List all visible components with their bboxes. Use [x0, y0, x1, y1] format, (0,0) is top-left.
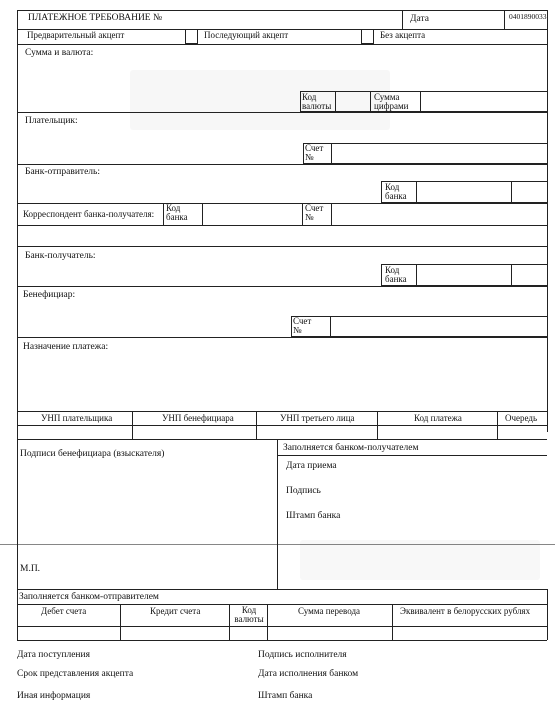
receipt-date-footer: Дата поступления	[17, 650, 90, 660]
unp-payer-label: УНП плательщика	[41, 413, 113, 423]
receiver-bank-code-label: Код банка	[385, 265, 407, 284]
rule	[17, 246, 547, 247]
rule	[17, 286, 547, 287]
rule	[402, 10, 403, 29]
rule	[17, 225, 547, 226]
bank-stamp-footer: Штамп банка	[258, 691, 313, 701]
beneficiary-account-label: Счет №	[293, 316, 312, 335]
rule	[331, 203, 332, 225]
byr-equivalent-label: Эквивалент в белорусских рублях	[400, 606, 531, 616]
rule	[202, 203, 203, 225]
receiver-bank-label: Банк-получатель:	[25, 251, 96, 261]
rule	[17, 44, 547, 45]
unp-third-party-label: УНП третьего лица	[280, 413, 355, 423]
signature-label: Подпись	[286, 486, 321, 496]
amount-digits-label: Сумма цифрами	[374, 92, 409, 111]
rule	[17, 425, 547, 426]
payment-purpose-label: Назначение платежа:	[23, 342, 109, 352]
payment-code-label: Код платежа	[414, 413, 462, 423]
rule	[547, 589, 548, 640]
payer-account-box	[303, 143, 548, 164]
sender-bank-fill-label: Заполняется банком-отправителем	[19, 592, 159, 602]
rule	[17, 164, 547, 165]
unp-beneficiary-label: УНП бенефициара	[162, 413, 234, 423]
rule	[120, 604, 121, 640]
rule	[17, 439, 547, 440]
rule	[17, 626, 547, 627]
payer-account-label: Счет №	[305, 143, 324, 162]
executor-signature-footer: Подпись исполнителя	[258, 650, 347, 660]
form-left-border	[17, 10, 18, 640]
bank-stamp-label: Штамп банка	[286, 511, 341, 521]
amount-currency-label: Сумма и валюта:	[25, 48, 94, 58]
seal-place-label: М.П.	[20, 564, 41, 574]
scan-noise	[300, 540, 540, 580]
form-title: ПЛАТЕЖНОЕ ТРЕБОВАНИЕ №	[28, 13, 163, 23]
rule	[17, 411, 547, 412]
form-code: 0401890033	[509, 12, 547, 21]
rule	[416, 181, 417, 203]
rule	[267, 604, 268, 640]
rule	[17, 604, 547, 605]
preliminary-acceptance-checkbox[interactable]	[185, 29, 198, 44]
rule	[0, 544, 555, 545]
rule	[229, 604, 230, 640]
bank-execution-date-footer: Дата исполнения банком	[258, 669, 359, 679]
other-info-footer: Иная информация	[17, 691, 91, 701]
receipt-date-label: Дата приема	[286, 461, 337, 471]
rule	[163, 203, 164, 225]
rule	[416, 264, 417, 286]
transfer-amount-label: Сумма перевода	[298, 606, 361, 616]
rule	[302, 203, 303, 225]
correspondent-label: Корреспондент банка-получателя:	[23, 209, 155, 219]
credit-account-label: Кредит счета	[150, 606, 201, 616]
rule	[335, 91, 336, 112]
rule	[17, 337, 547, 338]
rule	[331, 143, 332, 164]
payer-label: Плательщик:	[25, 116, 78, 126]
form-right-border	[547, 10, 548, 432]
rule	[277, 439, 278, 589]
correspondent-bank-code-label: Код банка	[166, 203, 188, 222]
rule	[511, 181, 512, 203]
rule	[277, 455, 547, 456]
rule	[17, 10, 547, 11]
subsequent-acceptance-checkbox[interactable]	[361, 29, 374, 44]
rule	[17, 112, 547, 113]
rule	[17, 640, 547, 641]
rule	[420, 91, 421, 112]
preliminary-acceptance-label: Предварительный акцепт	[27, 30, 125, 40]
rule	[17, 589, 547, 590]
rule	[330, 316, 331, 337]
rule	[511, 264, 512, 286]
currency-code-label: Код валюты	[234, 605, 264, 624]
queue-label: Очередь	[505, 413, 538, 423]
sender-bank-code-label: Код банка	[385, 182, 407, 201]
correspondent-account-label: Счет №	[305, 203, 324, 222]
beneficiary-label: Бенефициар:	[23, 290, 76, 300]
debit-account-label: Дебет счета	[41, 606, 87, 616]
rule	[504, 10, 505, 29]
without-acceptance-label: Без акцепта	[380, 30, 426, 40]
subsequent-acceptance-label: Последующий акцепт	[204, 30, 289, 40]
receiver-bank-fill-label: Заполняется банком-получателем	[283, 443, 419, 453]
currency-code-label: Код валюты	[302, 92, 332, 111]
rule	[17, 203, 547, 204]
acceptance-term-footer: Срок представления акцепта	[17, 669, 134, 679]
rule	[392, 604, 393, 640]
sender-bank-label: Банк-отправитель:	[25, 167, 101, 177]
date-label: Дата	[410, 14, 429, 24]
beneficiary-signatures-label: Подписи бенефициара (взыскателя)	[20, 449, 165, 459]
